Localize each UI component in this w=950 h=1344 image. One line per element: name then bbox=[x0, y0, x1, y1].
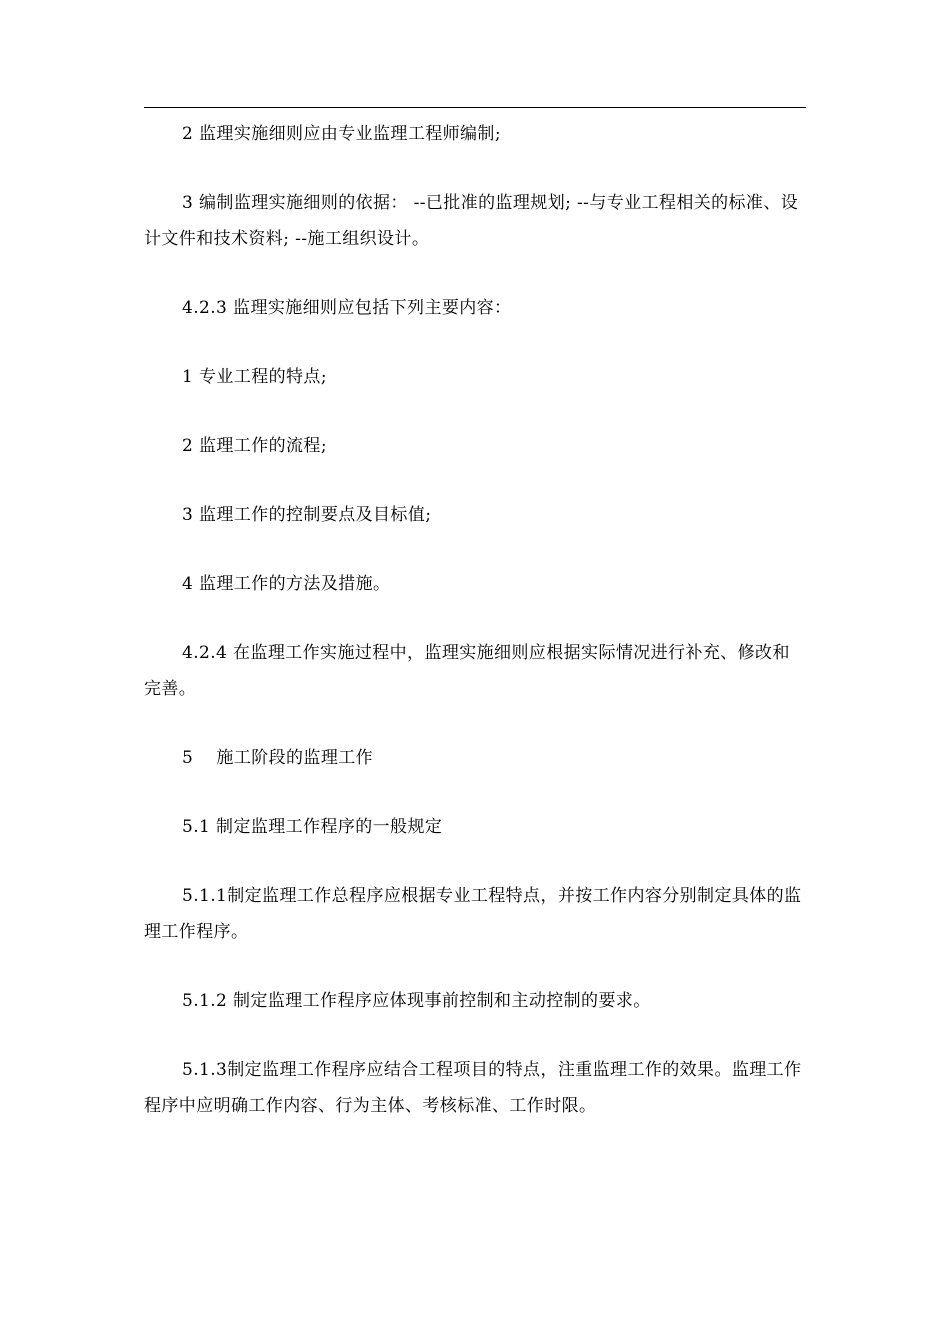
paragraph: 5.1.2 制定监理工作程序应体现事前控制和主动控制的要求。 bbox=[182, 991, 651, 1011]
paragraph: 4.2.4 在监理工作实施过程中，监理实施细则应根据实际情况进行补充、修改和完善。 bbox=[144, 643, 790, 699]
paragraph: 2 监理工作的流程; bbox=[182, 436, 327, 456]
section-heading: 5 施工阶段的监理工作 bbox=[182, 748, 374, 768]
header-rule bbox=[144, 107, 806, 108]
paragraph: 3 监理工作的控制要点及目标值; bbox=[182, 505, 432, 525]
paragraph: 4 监理工作的方法及措施。 bbox=[182, 574, 391, 594]
paragraph: 4.2.3 监理实施细则应包括下列主要内容： bbox=[182, 298, 512, 318]
paragraph: 3 编制监理实施细则的依据： --已批准的监理规划; --与专业工程相关的标准、设计文件和技术资料; --施工组织设计。 bbox=[144, 193, 799, 249]
paragraph: 5.1.1制定监理工作总程序应根据专业工程特点，并按工作内容分别制定具体的监理工作程序。 bbox=[144, 886, 802, 942]
subsection-heading: 5.1 制定监理工作程序的一般规定 bbox=[182, 817, 443, 837]
paragraph: 2 监理实施细则应由专业监理工程师编制; bbox=[182, 124, 501, 144]
document-body bbox=[144, 116, 806, 1124]
paragraph: 1 专业工程的特点; bbox=[182, 367, 327, 387]
paragraph: 5.1.3制定监理工作程序应结合工程项目的特点，注重监理工作的效果。监理工作程序中应明确工作内容、行为主体、考核标准、工作时限。 bbox=[144, 1060, 802, 1116]
